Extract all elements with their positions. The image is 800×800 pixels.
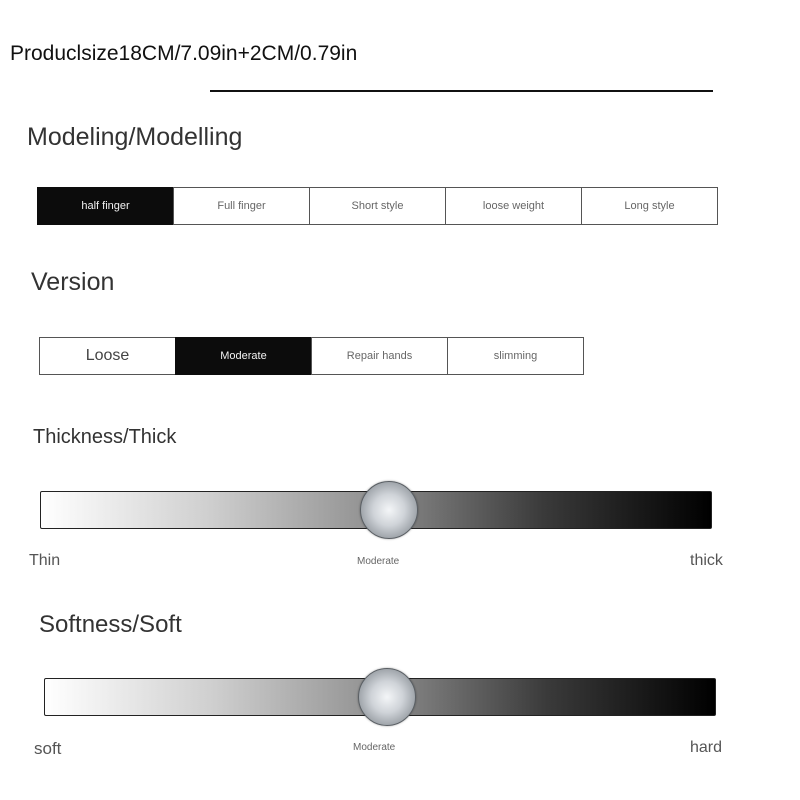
softness-heading: Softness/Soft	[39, 611, 182, 638]
version-option-moderate[interactable]: Moderate	[175, 337, 312, 375]
modeling-heading: Modeling/Modelling	[27, 123, 243, 151]
thickness-max-label: thick	[690, 552, 723, 569]
version-heading: Version	[31, 268, 115, 296]
softness-mid-label: Moderate	[353, 742, 396, 753]
thickness-heading: Thickness/Thick	[33, 426, 177, 448]
modeling-option-loose-weight[interactable]: loose weight	[445, 187, 582, 225]
modeling-option-short-style[interactable]: Short style	[309, 187, 446, 225]
version-option-repair-hands[interactable]: Repair hands	[311, 337, 448, 375]
modeling-option-full-finger[interactable]: Full finger	[173, 187, 310, 225]
thickness-mid-label: Moderate	[357, 556, 400, 567]
softness-max-label: hard	[690, 739, 723, 756]
divider-line	[210, 90, 713, 92]
thickness-slider-knob[interactable]	[360, 481, 418, 539]
modeling-option-long-style[interactable]: Long style	[581, 187, 718, 225]
product-size-text: Produclsize18CM/7.09in+2CM/0.79in	[10, 42, 358, 65]
softness-min-label: soft	[34, 739, 62, 758]
modeling-options	[37, 187, 718, 225]
version-option-loose[interactable]: Loose	[39, 337, 176, 375]
version-options	[39, 337, 584, 375]
softness-slider-knob[interactable]	[358, 668, 416, 726]
thickness-min-label: Thin	[29, 552, 61, 569]
modeling-option-half-finger[interactable]: half finger	[37, 187, 174, 225]
version-option-slimming[interactable]: slimming	[447, 337, 584, 375]
